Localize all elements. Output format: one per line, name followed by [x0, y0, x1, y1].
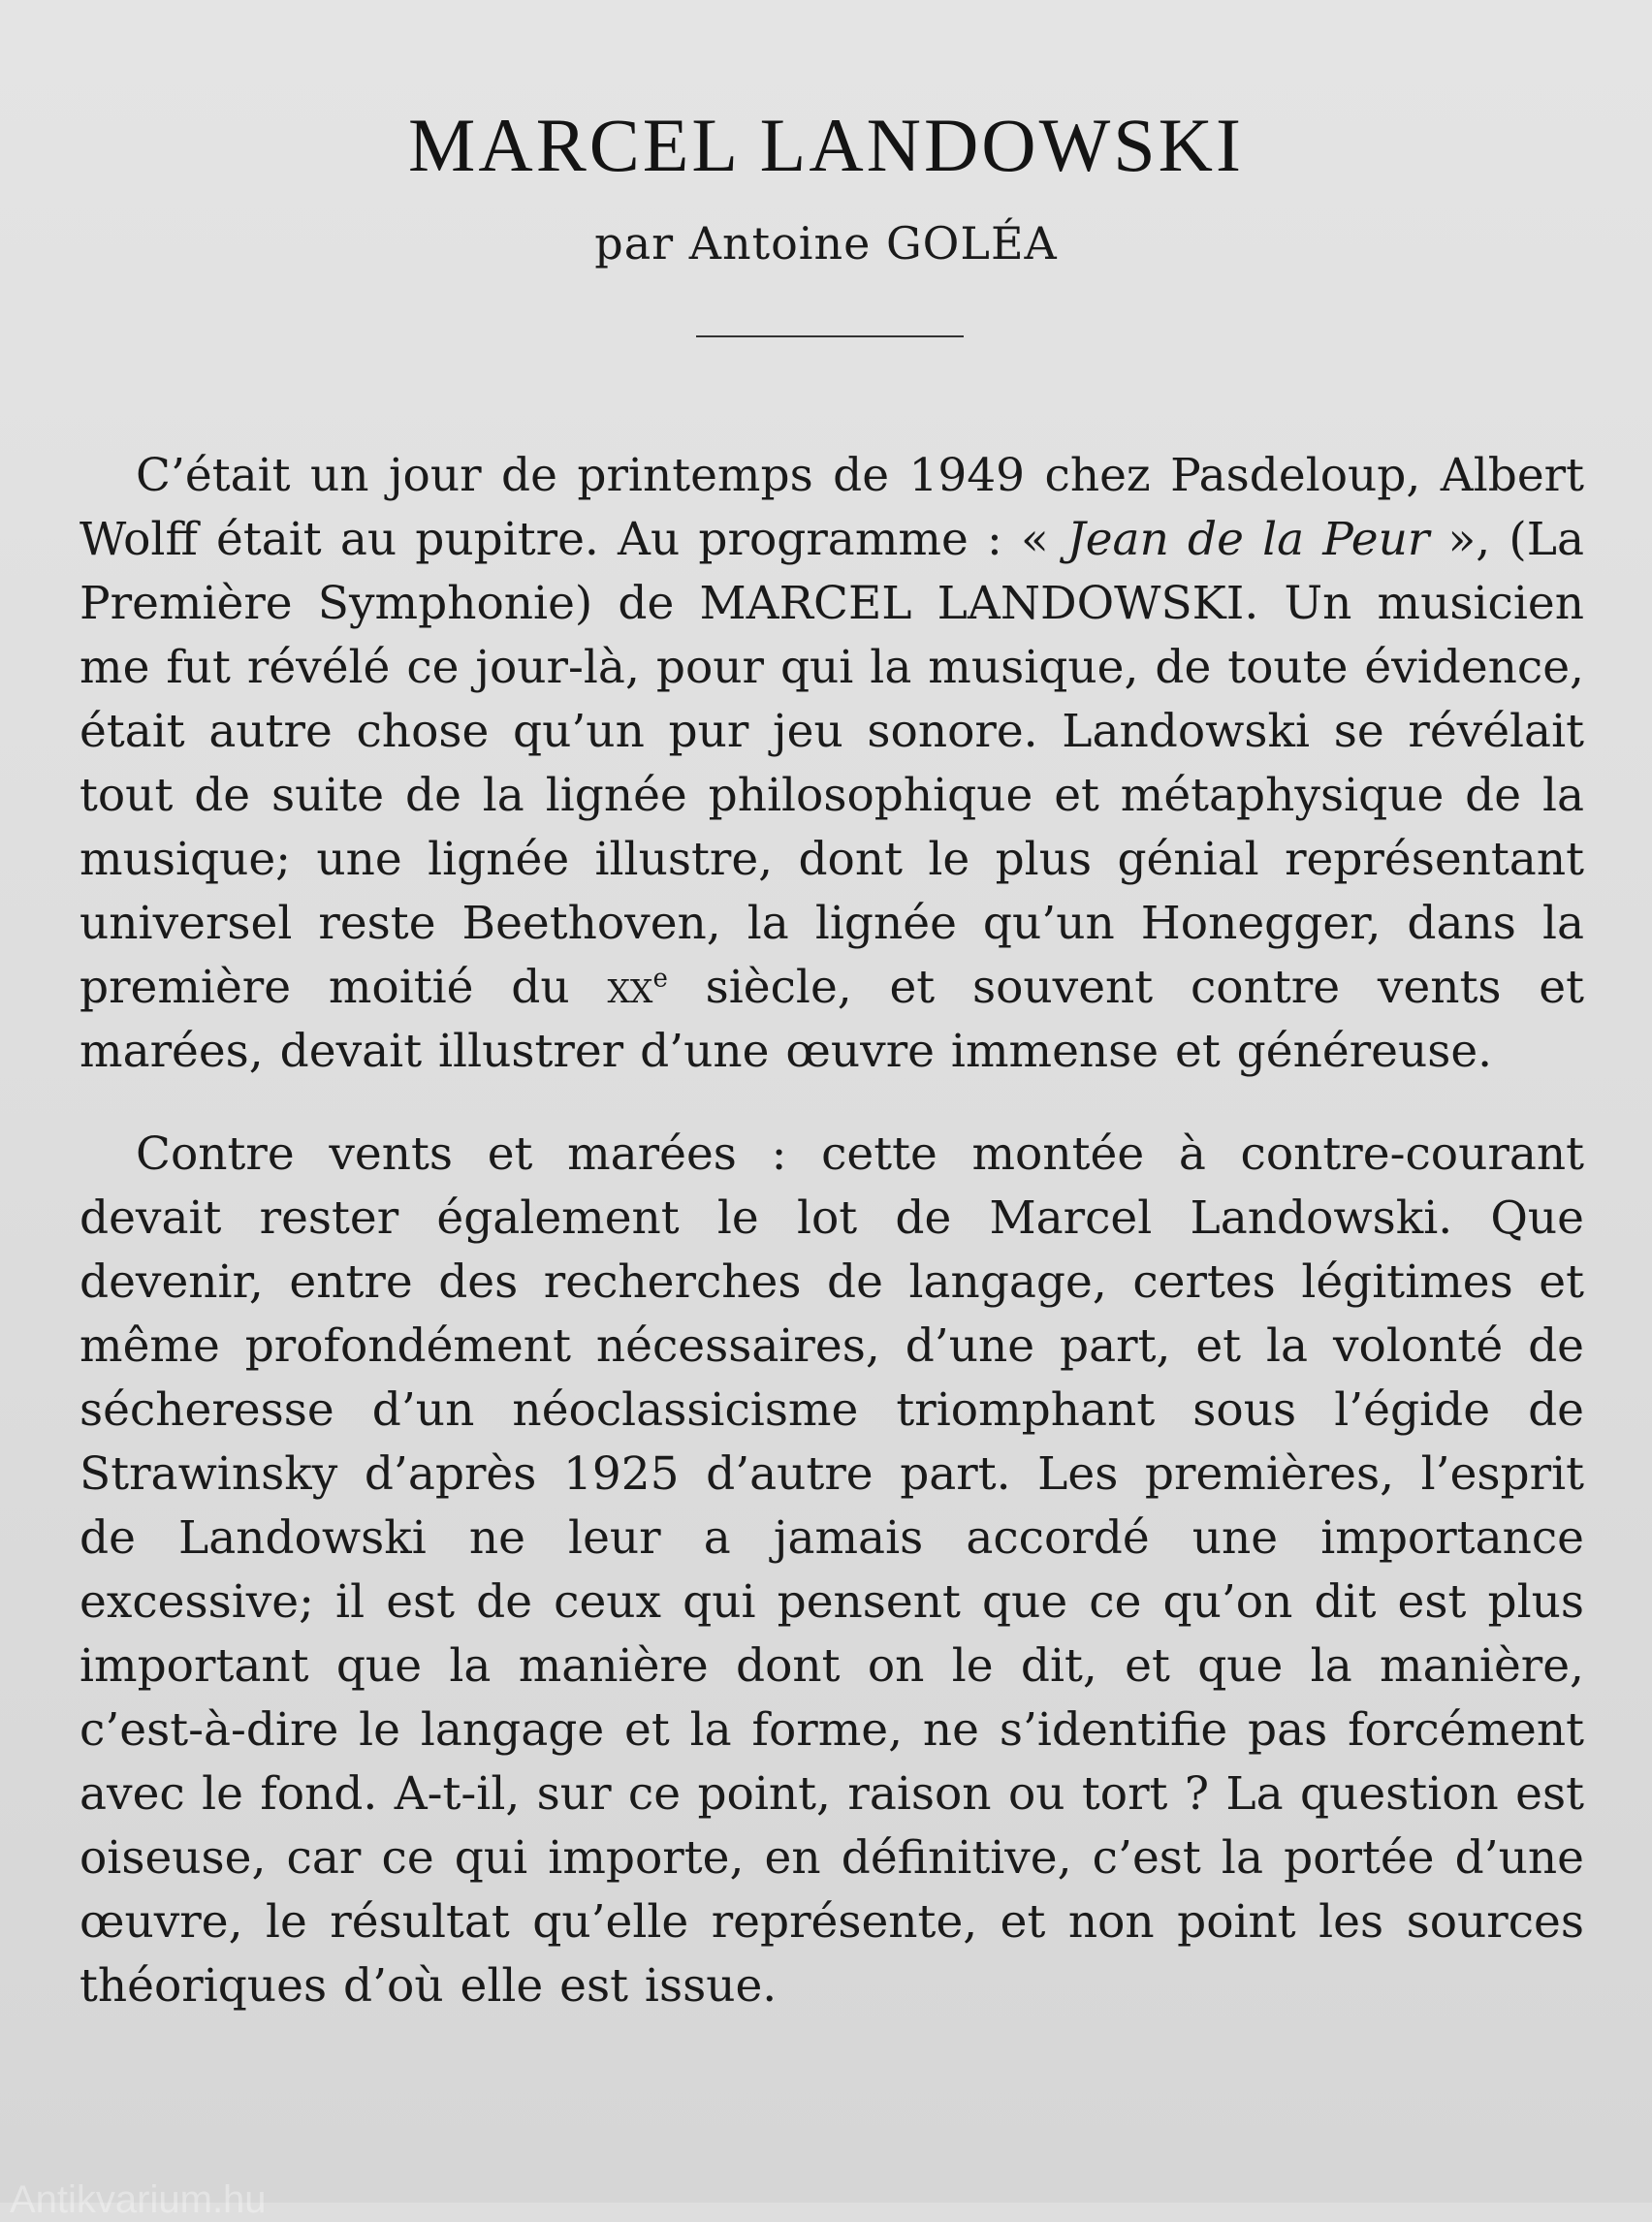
century-superscript: e — [652, 964, 668, 994]
paragraph-2: Contre vents et marées : cette montée à contre-courant devait rester également le lot de Marcel Landowski. Que devenir, entre des recherches de langage, certes légitimes et même profondément nécessaires, d’une part, et la volonté de sécheresse d’un néoclassicisme triomphant sous l’égide de Strawinsky d’après 1925 d’autre part. Les premières, l’esprit de Landowski ne leur a jamais accordé une importance excessive; il est de ceux qui pensent que ce qu’on dit est plus important que la manière dont on le dit, et que la manière, c’est-à-dire le langage et la forme, ne s’identifie pas forcément avec le fond. A-t-il, sur ce point, raison ou tort ? La question est oiseuse, car ce qui importe, en définitive, c’est la portée d’une œuvre, le résultat qu’elle représente, et non point les sources théoriques d’où elle est issue. — [79, 1127, 1584, 2013]
author-byline: par Antoine GOLÉA — [594, 217, 1058, 270]
paragraph-1-part-1: C’était un jour de printemps de 1949 chez Pasdeloup, Albert Wolff était au pupitre. Au programme : « — [79, 449, 1584, 566]
paragraph-1-part-2: », (La Première Symphonie) de MARCEL LANDOWSKI. Un musicien me fut révélé ce jour-là, pour qui la musique, de toute évidence, était autre chose qu’un pur jeu sonore. Landowski se révélait tout de suite de la lignée philosophique et métaphysique de la musique; une lignée illustre, dont le plus génial représentant universel reste Beethoven, la lignée qu’un Honegger, dans la première moitié du — [79, 513, 1584, 1014]
paragraph-1 — [79, 444, 1584, 1084]
century-numeral: xx — [607, 961, 653, 1014]
watermark: Antikvarium.hu — [10, 2178, 267, 2221]
article-title: MARCEL LANDOWSKI — [408, 103, 1244, 187]
work-title-italic: Jean de la Peur — [1066, 513, 1430, 566]
title-divider — [696, 335, 964, 337]
paragraph-1-part-3: siècle, et souvent contre vents et marées, devait illustrer d’une œuvre immense et généreuse. — [79, 961, 1584, 1078]
article-body — [79, 444, 1584, 2057]
